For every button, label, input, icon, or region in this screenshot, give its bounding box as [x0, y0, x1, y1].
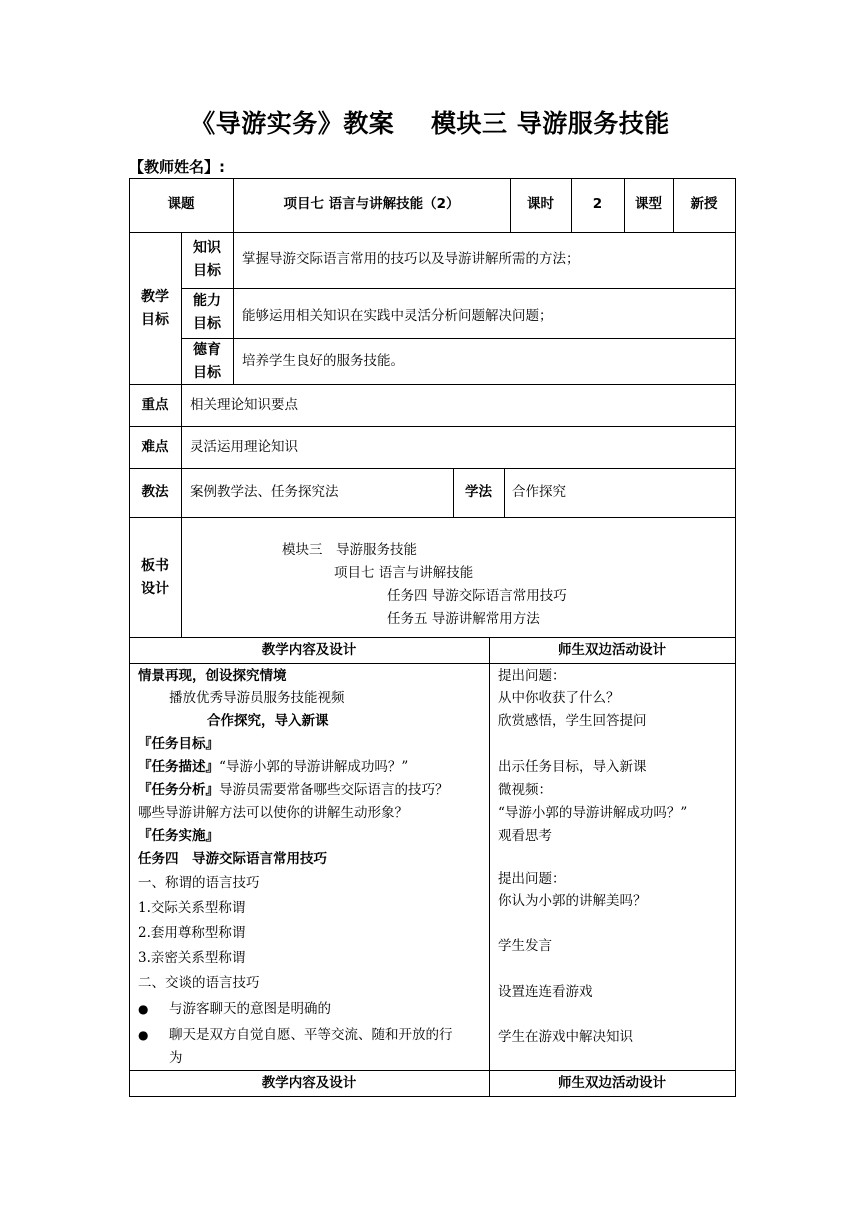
table-border — [129, 517, 736, 518]
table-border — [489, 637, 490, 1097]
document-title: 《导游实务》教案 模块三 导游服务技能 — [190, 109, 670, 138]
table-border — [181, 288, 736, 289]
teaching-method-text: 案例教学法、任务探究法 — [190, 484, 339, 500]
content-line: 与游客聊天的意图是明确的 — [169, 1001, 331, 1017]
hours-value: 2 — [592, 196, 603, 212]
table-border — [181, 338, 736, 339]
activity-line: 提出问题： — [498, 871, 566, 887]
content-design-header: 教学内容及设计 — [261, 642, 357, 658]
activity-line: 从中你收获了什么？ — [498, 690, 620, 706]
content-line: 聊天是双方自觉自愿、平等交流、随和开放的行 — [169, 1027, 453, 1043]
difficulty-label: 难点 — [141, 439, 169, 455]
hours-label: 课时 — [527, 196, 554, 212]
content-design-header-repeat: 教学内容及设计 — [261, 1075, 357, 1091]
content-line: 『任务描述』“导游小郭的导游讲解成功吗？” — [138, 759, 409, 775]
key-point-label: 重点 — [141, 397, 169, 413]
table-border — [129, 232, 736, 233]
content-line: 任务四 导游交际语言常用技巧 — [138, 851, 327, 867]
topic-label: 课题 — [167, 196, 195, 212]
content-line: 一、称谓的语言技巧 — [138, 875, 260, 891]
activity-line: “导游小郭的导游讲解成功吗？” — [498, 805, 688, 821]
teaching-method-label: 教法 — [141, 484, 169, 500]
content-line: 二、交谈的语言技巧 — [138, 975, 260, 991]
content-line: 3.亲密关系型称谓 — [138, 950, 246, 966]
knowledge-objective-text: 掌握导游交际语言常用的技巧以及导游讲解所需的方法； — [242, 251, 580, 267]
lesson-type-label: 课型 — [635, 196, 662, 212]
table-border — [504, 468, 505, 518]
activity-line: 设置连连看游戏 — [498, 984, 593, 1000]
table-border — [735, 178, 736, 1097]
learning-method-label: 学法 — [465, 484, 492, 500]
board-line: 任务五 导游讲解常用方法 — [387, 611, 540, 627]
activity-design-header-repeat: 师生双边活动设计 — [558, 1075, 666, 1091]
content-line: 1.交际关系型称谓 — [138, 900, 246, 916]
content-line: 2.套用尊称型称谓 — [138, 925, 246, 941]
content-line: 『任务目标』 — [138, 736, 219, 752]
table-border — [129, 426, 736, 427]
difficulty-text: 灵活运用理论知识 — [190, 439, 298, 455]
knowledge-objective-label: 知识 目标 — [193, 240, 221, 279]
teacher-name-label: 【教师姓名】: — [129, 158, 225, 176]
table-border — [129, 1096, 736, 1097]
objectives-label: 教学 目标 — [141, 289, 169, 328]
table-border — [129, 663, 736, 664]
activity-line: 欣赏感悟，学生回答提问 — [498, 713, 647, 729]
table-border — [129, 637, 736, 638]
activity-line: 学生发言 — [498, 938, 552, 954]
content-line: 『任务实施』 — [138, 828, 219, 844]
content-line: 哪些导游讲解方法可以使你的讲解生动形象？ — [138, 805, 408, 821]
content-line: 『任务分析』导游员需要常备哪些交际语言的技巧？ — [138, 782, 449, 798]
activity-line: 观看思考 — [498, 828, 552, 844]
activity-line: 你认为小郭的讲解美吗？ — [498, 893, 647, 909]
ability-objective-text: 能够运用相关知识在实践中灵活分析问题解决问题； — [242, 308, 553, 324]
activity-line: 微视频： — [498, 782, 552, 798]
table-border — [129, 178, 736, 179]
activity-line: 学生在游戏中解决知识 — [498, 1029, 633, 1045]
content-line: 为 — [169, 1050, 183, 1066]
bullet-icon: ● — [138, 1002, 149, 1016]
activity-line: 出示任务目标，导入新课 — [498, 759, 647, 775]
key-point-text: 相关理论知识要点 — [190, 397, 298, 413]
activity-line: 提出问题： — [498, 668, 566, 684]
bullet-icon: ● — [138, 1028, 149, 1042]
content-line: 合作探究，导入新课 — [207, 713, 329, 729]
content-line: 播放优秀导游员服务技能视频 — [169, 690, 345, 706]
activity-design-header: 师生双边活动设计 — [558, 642, 666, 658]
learning-method-text: 合作探究 — [512, 484, 566, 500]
lesson-type-value: 新授 — [690, 196, 718, 212]
table-border — [129, 468, 736, 469]
topic-value: 项目七 语言与讲解技能（2） — [283, 196, 460, 212]
moral-objective-label: 德育 目标 — [193, 342, 221, 381]
content-line: 情景再现，创设探究情境 — [138, 668, 287, 684]
ability-objective-label: 能力 目标 — [193, 293, 221, 332]
table-border — [129, 1070, 736, 1071]
board-design-label: 板书 设计 — [141, 558, 169, 597]
lesson-plan-table — [129, 178, 736, 1096]
moral-objective-text: 培养学生良好的服务技能。 — [242, 353, 404, 369]
board-line: 模块三 导游服务技能 — [282, 542, 417, 558]
board-line: 任务四 导游交际语言常用技巧 — [387, 588, 567, 604]
board-line: 项目七 语言与讲解技能 — [334, 565, 474, 581]
